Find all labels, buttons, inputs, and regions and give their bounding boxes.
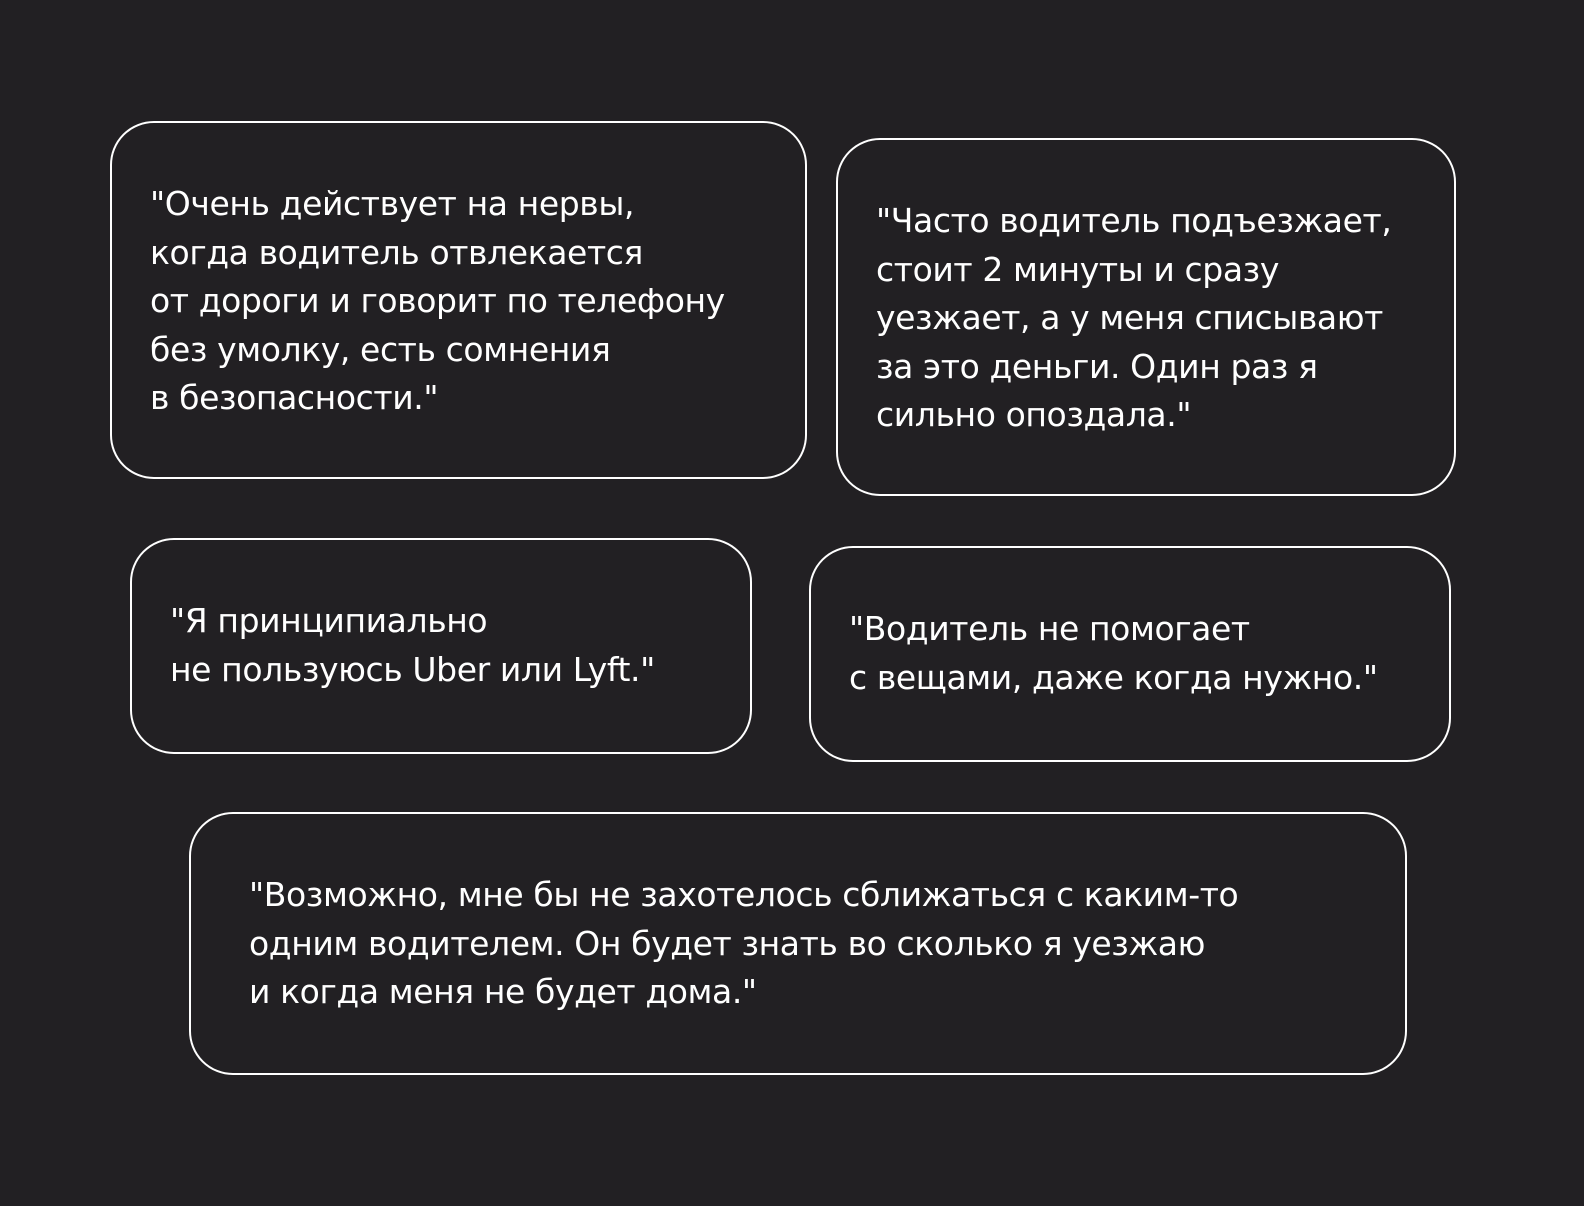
quote-text-5 [249, 871, 1238, 1017]
quote-text-4 [849, 605, 1378, 702]
quote-line: и когда меня не будет дома." [249, 972, 757, 1011]
quote-line: сильно опоздала." [876, 395, 1192, 434]
quote-line: "Я принципиально [170, 601, 488, 640]
quote-line: с вещами, даже когда нужно." [849, 657, 1378, 697]
quote-text-2 [876, 197, 1391, 440]
quote-line: уезжает, а у меня списывают [876, 298, 1383, 337]
quote-line: "Водитель не помогает [849, 609, 1250, 648]
quote-line: от дороги и говорит по телефону [150, 281, 725, 320]
quote-card-2 [836, 138, 1456, 496]
quote-line: в безопасности." [150, 378, 439, 417]
quote-line: без умолку, есть сомнения [150, 329, 611, 369]
quote-card-3 [130, 538, 752, 754]
quote-line: не пользуюсь Uber или Lyft." [170, 649, 655, 689]
quote-card-4 [809, 546, 1451, 762]
quote-line: за это деньги. Один раз я [876, 346, 1318, 386]
quote-line: "Очень действует на нервы, [150, 184, 635, 223]
quote-line: стоит 2 минуты и сразу [876, 249, 1279, 289]
quote-text-3 [170, 597, 655, 694]
quote-line: "Часто водитель подъезжает, [876, 201, 1392, 240]
quote-card-5 [189, 812, 1407, 1075]
quote-line: "Возможно, мне бы не захотелось сближаться с каким-то [249, 875, 1239, 914]
quote-line: одним водителем. Он будет знать во сколько я уезжаю [249, 923, 1205, 963]
quote-card-1 [110, 121, 807, 479]
quote-text-1 [150, 180, 725, 423]
quote-line: когда водитель отвлекается [150, 232, 643, 272]
